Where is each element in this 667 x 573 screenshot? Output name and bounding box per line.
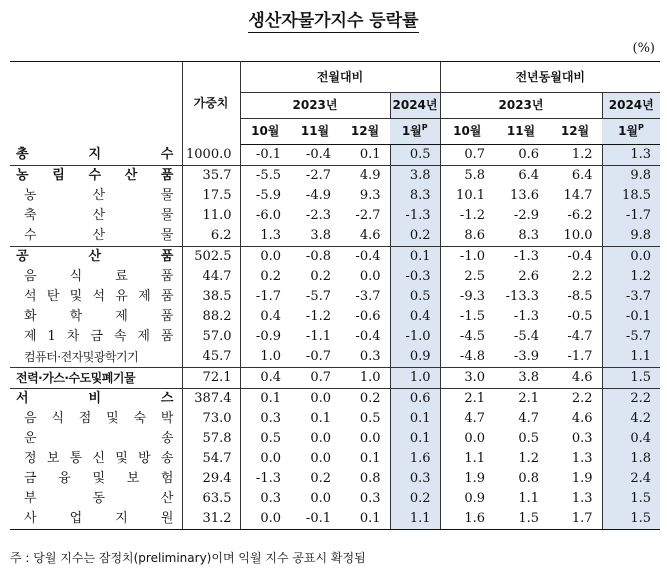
row-label: 축 산 물 (24, 208, 174, 223)
mom-value-cell: -5.7 (305, 289, 331, 304)
yoy-value-cell: -1.2 (440, 206, 494, 226)
yoy-value-cell: 0.4 (602, 429, 660, 449)
yoy-value-cell: 8.6 (440, 226, 494, 247)
yoy-value-cell: -1.7 (602, 206, 660, 226)
row-label: 정 보 통 신 및 방 송 (24, 451, 174, 466)
yoy-value-cell: 0.0 (602, 247, 660, 268)
mom-value-cell: -2.3 (305, 208, 331, 223)
table-row (10, 166, 660, 187)
yoy-value-cell: 1.9 (571, 471, 593, 486)
yoy-value-cell: 4.7 (440, 409, 494, 429)
yoy-value-cell: 4.2 (602, 409, 660, 429)
row-label: 공 산 품 (10, 247, 182, 268)
mom-value-cell: 0.2 (310, 269, 331, 284)
yoy-month-oct: 10월 (440, 119, 494, 145)
yoy-value-cell: 4.6 (571, 411, 593, 426)
mom-value-cell: -1.7 (255, 289, 281, 304)
yoy-value-cell: -1.3 (494, 247, 548, 268)
table-row (10, 145, 660, 166)
row-label: 농 림 수 산 품 (10, 166, 182, 187)
mom-value-cell: 0.1 (310, 411, 331, 426)
item-header-blank (10, 62, 182, 145)
yoy-value-cell: -3.9 (513, 349, 539, 364)
row-label: 농 산 물 (24, 188, 174, 203)
yoy-value-cell: -2.9 (513, 208, 539, 223)
mom-value-cell: -0.6 (355, 309, 381, 324)
table-row (10, 186, 660, 206)
table-row (10, 307, 660, 327)
mom-value-cell: 0.1 (359, 451, 381, 466)
mom-value-cell: -0.3 (390, 267, 440, 287)
yoy-value-cell: -4.7 (567, 329, 593, 344)
yoy-value-cell: 1.3 (571, 451, 593, 466)
mom-value-cell: 0.1 (390, 247, 440, 268)
yoy-value-cell: 5.8 (440, 166, 494, 187)
mom-month-oct: 10월 (240, 119, 290, 145)
mom-value-cell: 0.0 (260, 451, 281, 466)
weight-cell: 57.8 (182, 429, 240, 449)
mom-value-cell: 0.5 (390, 145, 440, 166)
yoy-value-cell: 0.7 (440, 145, 494, 166)
yoy-value-cell: 1.6 (440, 509, 494, 530)
row-label: 전력·가스·수도및폐기물 (10, 368, 182, 389)
weight-cell: 44.7 (182, 267, 240, 287)
table-row (10, 247, 660, 268)
yoy-value-cell: 3.8 (494, 368, 548, 389)
mom-value-cell: 0.8 (359, 471, 381, 486)
row-label: 총 지 수 (16, 146, 174, 162)
mom-value-cell: -1.3 (390, 206, 440, 226)
table-row (10, 449, 660, 469)
mom-value-cell: 1.3 (260, 228, 281, 243)
yoy-value-cell: 1.1 (518, 491, 539, 506)
mom-value-cell: -0.4 (340, 247, 390, 268)
yoy-value-cell: 2.5 (440, 267, 494, 287)
mom-value-cell: 0.1 (390, 429, 440, 449)
mom-value-cell: 1.0 (260, 349, 281, 364)
row-label: 서 비 스 (10, 389, 182, 410)
mom-value-cell: -1.1 (305, 329, 331, 344)
mom-value-cell: 0.3 (260, 491, 281, 506)
yoy-month-jan: 1월$^P$ (602, 119, 660, 145)
mom-value-cell: 0.4 (390, 307, 440, 327)
mom-value-cell: -0.9 (255, 329, 281, 344)
yoy-value-cell: 2.1 (494, 389, 548, 410)
mom-value-cell: 1.0 (340, 368, 390, 389)
yoy-value-cell: -9.3 (440, 287, 494, 307)
row-label: 수 산 물 (24, 228, 174, 243)
mom-month-dec: 12월 (340, 119, 390, 145)
yoy-value-cell: 9.8 (602, 226, 660, 247)
yoy-value-cell: 3.0 (440, 368, 494, 389)
weight-cell: 11.0 (182, 206, 240, 226)
mom-value-cell: -4.9 (305, 188, 331, 203)
yoy-value-cell: 1.5 (602, 489, 660, 509)
footnote: 주 : 당월 지수는 잠정치(preliminary)이며 익월 지수 공표시 확정됨 (10, 551, 366, 565)
mom-value-cell: 0.5 (390, 287, 440, 307)
mom-value-cell: 0.5 (260, 431, 281, 446)
yoy-value-cell: 18.5 (602, 186, 660, 206)
yoy-value-cell: 2.6 (518, 269, 539, 284)
mom-value-cell: 0.5 (359, 411, 381, 426)
table-title: 생산자물가지수 등락률 (248, 11, 419, 31)
yoy-value-cell: -13.3 (505, 289, 539, 304)
weight-header: 가중치 (182, 62, 240, 145)
weight-cell: 54.7 (182, 449, 240, 469)
table-row (10, 489, 660, 509)
mom-header: 전월대비 (240, 62, 440, 93)
yoy-year-2024: 2024년 (602, 93, 660, 119)
weight-cell: 57.0 (182, 327, 240, 347)
mom-value-cell: 0.9 (390, 347, 440, 368)
table-row (10, 206, 660, 226)
yoy-value-cell: 1.5 (602, 368, 660, 389)
yoy-value-cell: 1.3 (571, 491, 593, 506)
table-row (10, 389, 660, 410)
yoy-value-cell: 10.0 (563, 228, 593, 243)
table-row (10, 226, 660, 247)
yoy-value-cell: 0.6 (518, 147, 539, 162)
mom-value-cell: -0.1 (255, 147, 281, 162)
row-label: 화 학 제 품 (24, 309, 174, 324)
table-row (10, 327, 660, 347)
yoy-value-cell: 1.7 (548, 509, 602, 530)
mom-value-cell: 1.6 (390, 449, 440, 469)
mom-year-2024: 2024년 (390, 93, 440, 119)
yoy-value-cell: -1.3 (513, 309, 539, 324)
yoy-value-cell: 1.5 (494, 509, 548, 530)
ppi-change-table (10, 61, 660, 530)
weight-cell: 88.2 (182, 307, 240, 327)
yoy-header: 전년동월대비 (440, 62, 660, 93)
table-row (10, 267, 660, 287)
mom-value-cell: -2.7 (290, 166, 340, 187)
yoy-value-cell: 0.5 (518, 431, 539, 446)
yoy-value-cell: 4.6 (548, 368, 602, 389)
mom-month-nov: 11월 (290, 119, 340, 145)
row-label: 금 융 및 보 험 (24, 471, 174, 486)
mom-value-cell: 0.0 (310, 491, 331, 506)
mom-value-cell: 0.3 (359, 349, 381, 364)
weight-cell: 17.5 (182, 186, 240, 206)
weight-cell: 72.1 (182, 368, 240, 389)
yoy-value-cell: 6.4 (548, 166, 602, 187)
table-row (10, 368, 660, 389)
mom-value-cell: 9.3 (359, 188, 381, 203)
mom-value-cell: 0.1 (340, 509, 390, 530)
mom-value-cell: 0.0 (310, 431, 331, 446)
yoy-year-2023: 2023년 (440, 93, 602, 119)
row-label: 컴퓨터·전자및광학기기 (24, 350, 139, 364)
row-label: 운 송 (24, 431, 174, 446)
weight-cell: 38.5 (182, 287, 240, 307)
row-label: 부 동 산 (24, 491, 174, 506)
yoy-value-cell: -1.7 (567, 349, 593, 364)
mom-value-cell: 0.0 (310, 451, 331, 466)
mom-month-jan: 1월$^P$ (390, 119, 440, 145)
yoy-value-cell: 2.4 (602, 469, 660, 489)
mom-value-cell: 3.8 (310, 228, 331, 243)
yoy-value-cell: 0.9 (440, 489, 494, 509)
yoy-value-cell: 8.3 (518, 228, 539, 243)
yoy-value-cell: 1.2 (571, 147, 593, 162)
yoy-value-cell: 2.2 (548, 389, 602, 410)
table-row (10, 347, 660, 368)
mom-value-cell: 0.2 (390, 226, 440, 247)
yoy-value-cell: 2.2 (602, 389, 660, 410)
mom-value-cell: 0.0 (240, 509, 290, 530)
mom-value-cell: 1.1 (390, 509, 440, 530)
unit-label: (%) (632, 41, 655, 56)
yoy-value-cell: -8.5 (567, 289, 593, 304)
mom-value-cell: 0.3 (260, 411, 281, 426)
row-label: 음 식 점 및 숙 박 (24, 411, 174, 426)
mom-value-cell: 0.4 (240, 368, 290, 389)
mom-value-cell: -0.7 (305, 349, 331, 364)
table-row (10, 287, 660, 307)
table-row (10, 469, 660, 489)
mom-value-cell: -0.8 (290, 247, 340, 268)
mom-value-cell: 0.7 (290, 368, 340, 389)
mom-value-cell: 4.9 (340, 166, 390, 187)
mom-value-cell: 0.3 (359, 491, 381, 506)
yoy-value-cell: 2.2 (571, 269, 593, 284)
mom-value-cell: 0.4 (260, 309, 281, 324)
mom-value-cell: -5.9 (255, 188, 281, 203)
mom-value-cell: 0.2 (390, 489, 440, 509)
yoy-value-cell: 1.1 (440, 449, 494, 469)
mom-value-cell: -0.4 (355, 329, 381, 344)
yoy-month-dec: 12월 (548, 119, 602, 145)
row-label: 석 탄 및 석 유 제 품 (24, 289, 174, 304)
weight-cell: 35.7 (182, 166, 240, 187)
weight-cell: 502.5 (182, 247, 240, 268)
yoy-value-cell: 1.2 (518, 451, 539, 466)
mom-value-cell: 4.6 (359, 228, 381, 243)
yoy-value-cell: 1.1 (602, 347, 660, 368)
yoy-value-cell: 1.5 (602, 509, 660, 530)
yoy-value-cell: -1.5 (440, 307, 494, 327)
yoy-value-cell: 10.1 (440, 186, 494, 206)
yoy-value-cell: -5.4 (513, 329, 539, 344)
weight-cell: 31.2 (182, 509, 240, 530)
mom-value-cell: 0.0 (240, 247, 290, 268)
yoy-value-cell: 13.6 (510, 188, 539, 203)
yoy-value-cell: -0.5 (567, 309, 593, 324)
yoy-month-nov: 11월 (494, 119, 548, 145)
row-label: 사 업 지 원 (10, 509, 182, 530)
table-row (10, 509, 660, 530)
yoy-value-cell: 2.1 (440, 389, 494, 410)
weight-cell: 1000.0 (182, 145, 240, 166)
mom-value-cell: 0.0 (359, 431, 381, 446)
mom-value-cell: -1.0 (390, 327, 440, 347)
yoy-value-cell: 1.3 (602, 145, 660, 166)
yoy-value-cell: 1.8 (602, 449, 660, 469)
weight-cell: 29.4 (182, 469, 240, 489)
mom-value-cell: 0.6 (390, 389, 440, 410)
weight-cell: 387.4 (182, 389, 240, 410)
mom-value-cell: 0.0 (290, 389, 340, 410)
row-label: 음 식 료 품 (24, 269, 174, 284)
mom-value-cell: 0.0 (359, 269, 381, 284)
yoy-value-cell: -0.1 (602, 307, 660, 327)
yoy-value-cell: -6.2 (567, 208, 593, 223)
mom-value-cell: 8.3 (390, 186, 440, 206)
yoy-value-cell: 9.8 (602, 166, 660, 187)
yoy-value-cell: 6.4 (494, 166, 548, 187)
mom-value-cell: 0.1 (359, 147, 381, 162)
mom-value-cell: 1.0 (390, 368, 440, 389)
mom-value-cell: 0.3 (390, 469, 440, 489)
yoy-value-cell: -5.7 (602, 327, 660, 347)
mom-value-cell: -0.1 (290, 509, 340, 530)
mom-value-cell: 0.2 (310, 471, 331, 486)
weight-cell: 6.2 (182, 226, 240, 247)
table-row (10, 429, 660, 449)
yoy-value-cell: -4.8 (440, 347, 494, 368)
yoy-value-cell: -0.4 (548, 247, 602, 268)
row-label: 제 1 차 금 속 제 품 (24, 329, 174, 344)
yoy-value-cell: -1.0 (440, 247, 494, 268)
mom-value-cell: 3.8 (390, 166, 440, 187)
mom-value-cell: -1.3 (255, 471, 281, 486)
mom-value-cell: -3.7 (355, 289, 381, 304)
mom-value-cell: 0.1 (390, 409, 440, 429)
yoy-value-cell: 0.8 (518, 471, 539, 486)
yoy-value-cell: 1.2 (602, 267, 660, 287)
mom-value-cell: -0.4 (305, 147, 331, 162)
yoy-value-cell: 4.7 (518, 411, 539, 426)
yoy-value-cell: 1.9 (440, 469, 494, 489)
weight-cell: 45.7 (182, 347, 240, 368)
mom-value-cell: 0.2 (340, 389, 390, 410)
mom-value-cell: 0.2 (260, 269, 281, 284)
mom-value-cell: -6.0 (255, 208, 281, 223)
weight-cell: 73.0 (182, 409, 240, 429)
yoy-value-cell: 0.3 (571, 431, 593, 446)
mom-year-2023: 2023년 (240, 93, 390, 119)
yoy-value-cell: 14.7 (563, 188, 593, 203)
mom-value-cell: -2.7 (355, 208, 381, 223)
yoy-value-cell: 0.0 (440, 429, 494, 449)
mom-value-cell: -5.5 (240, 166, 290, 187)
yoy-value-cell: -3.7 (602, 287, 660, 307)
weight-cell: 63.5 (182, 489, 240, 509)
mom-value-cell: -1.2 (305, 309, 331, 324)
table-row (10, 409, 660, 429)
yoy-value-cell: -4.5 (440, 327, 494, 347)
mom-value-cell: 0.1 (240, 389, 290, 410)
